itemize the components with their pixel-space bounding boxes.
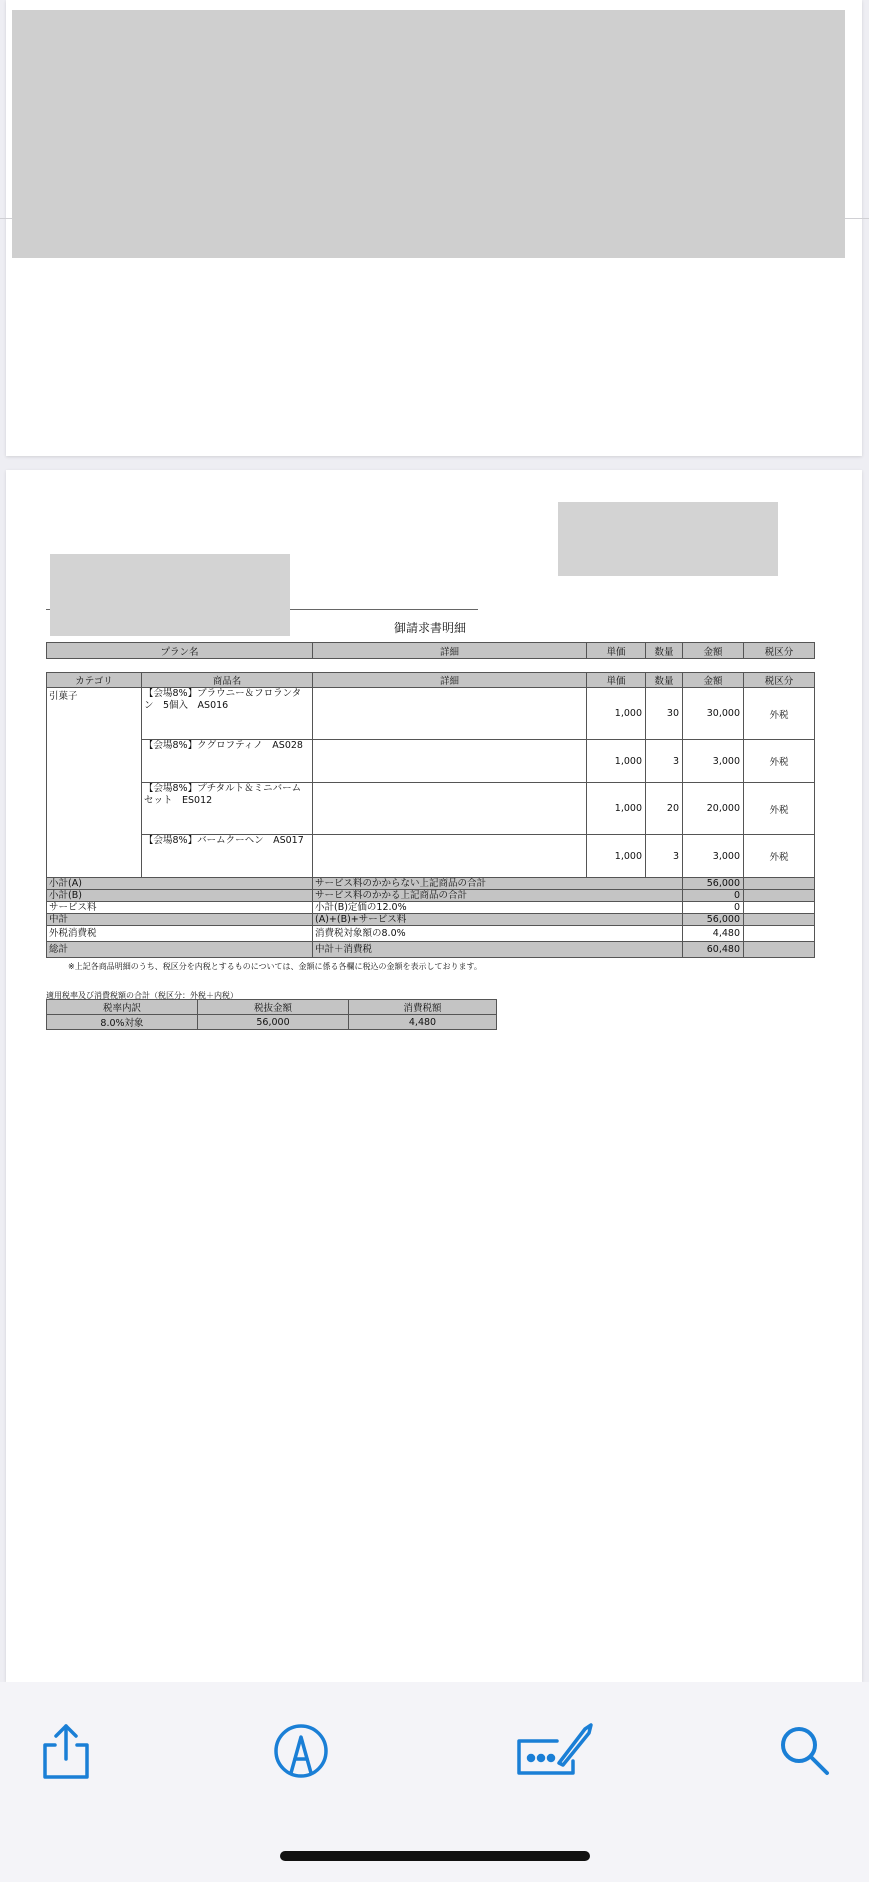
detail-cell: [313, 688, 587, 740]
table-row: [47, 1015, 497, 1030]
category-cell: 引菓子: [47, 688, 142, 878]
summary-row: [47, 902, 815, 914]
col-plan-name: プラン名: [47, 643, 313, 659]
col-tax-type: 税区分: [744, 643, 815, 659]
tax-type: 外税: [744, 688, 815, 740]
table-row: [47, 783, 815, 835]
tax-note: ※上記各商品明細のうち、税区分を内税とするものについては、金額に係る各欄に税込の金額を表示しております。: [68, 962, 482, 971]
tax-rate: 8.0%対象: [47, 1015, 198, 1030]
unit-price: 1,000: [587, 835, 646, 878]
plan-header-table: [46, 642, 815, 659]
tax-type: 外税: [744, 835, 815, 878]
quantity: 20: [646, 783, 683, 835]
product-name: 【会場8%】プチタルト＆ミニバームセット ES012: [142, 783, 313, 835]
summary-row: [47, 878, 815, 890]
amount: 3,000: [683, 740, 744, 783]
amount: 20,000: [683, 783, 744, 835]
table-row: [47, 688, 815, 740]
redacted-area: [12, 10, 845, 258]
summary-desc: 中計＋消費税: [313, 942, 683, 958]
detail-cell: [313, 835, 587, 878]
summary-value: 60,480: [683, 942, 744, 958]
summary-value: 56,000: [683, 914, 744, 926]
summary-row: [47, 914, 815, 926]
summary-row-total: [47, 942, 815, 958]
table-row: [47, 740, 815, 783]
share-icon[interactable]: [35, 1721, 95, 1781]
markup-icon[interactable]: [271, 1721, 331, 1781]
summary-row: [47, 926, 815, 942]
tax-summary-table: [46, 999, 497, 1030]
tax-amount: 4,480: [349, 1015, 497, 1030]
summary-desc: サービス料のかからない上記商品の合計: [313, 878, 683, 890]
items-table: [46, 672, 815, 958]
summary-label: 小計(A): [47, 878, 313, 890]
summary-label: 中計: [47, 914, 313, 926]
signature-icon[interactable]: [513, 1721, 593, 1781]
amount: 30,000: [683, 688, 744, 740]
amount: 3,000: [683, 835, 744, 878]
product-name: 【会場8%】ブラウニー＆フロランタン 5個入 AS016: [142, 688, 313, 740]
table-row: [47, 835, 815, 878]
quantity: 3: [646, 740, 683, 783]
col-quantity: 数量: [646, 673, 683, 688]
summary-value: 56,000: [683, 878, 744, 890]
redacted-area: [558, 502, 778, 576]
summary-value: 0: [683, 902, 744, 914]
tax-summary-caption: 適用税率及び消費税額の合計（税区分：外税＋内税）: [46, 991, 238, 1000]
col-pre-tax-amount: 税抜金額: [198, 1000, 349, 1015]
col-unit-price: 単価: [587, 673, 646, 688]
detail-cell: [313, 783, 587, 835]
summary-desc: サービス料のかかる上記商品の合計: [313, 890, 683, 902]
summary-desc: 小計(B)定価の12.0%: [313, 902, 683, 914]
summary-label: 総計: [47, 942, 313, 958]
col-tax-rate: 税率内訳: [47, 1000, 198, 1015]
col-amount: 金額: [683, 643, 744, 659]
summary-label: サービス料: [47, 902, 313, 914]
home-indicator[interactable]: [280, 1851, 590, 1861]
col-tax-type: 税区分: [744, 673, 815, 688]
unit-price: 1,000: [587, 783, 646, 835]
quantity: 30: [646, 688, 683, 740]
col-detail: 詳細: [313, 673, 587, 688]
col-quantity: 数量: [646, 643, 683, 659]
unit-price: 1,000: [587, 740, 646, 783]
tax-type: 外税: [744, 783, 815, 835]
col-category: カテゴリ: [47, 673, 142, 688]
summary-label: 外税消費税: [47, 926, 313, 942]
pre-tax-amount: 56,000: [198, 1015, 349, 1030]
summary-label: 小計(B): [47, 890, 313, 902]
col-product-name: 商品名: [142, 673, 313, 688]
col-unit-price: 単価: [587, 643, 646, 659]
summary-value: 4,480: [683, 926, 744, 942]
summary-value: 0: [683, 890, 744, 902]
summary-row: [47, 890, 815, 902]
search-icon[interactable]: [775, 1721, 835, 1781]
col-tax-amount: 消費税額: [349, 1000, 497, 1015]
document-title: 御請求書明細: [393, 621, 466, 635]
col-detail: 詳細: [313, 643, 587, 659]
product-name: 【会場8%】バームクーヘン AS017: [142, 835, 313, 878]
detail-cell: [313, 740, 587, 783]
summary-desc: 消費税対象額の8.0%: [313, 926, 683, 942]
quantity: 3: [646, 835, 683, 878]
col-amount: 金額: [683, 673, 744, 688]
unit-price: 1,000: [587, 688, 646, 740]
summary-desc: (A)+(B)+サービス料: [313, 914, 683, 926]
product-name: 【会場8%】クグロフティノ AS028: [142, 740, 313, 783]
tax-type: 外税: [744, 740, 815, 783]
